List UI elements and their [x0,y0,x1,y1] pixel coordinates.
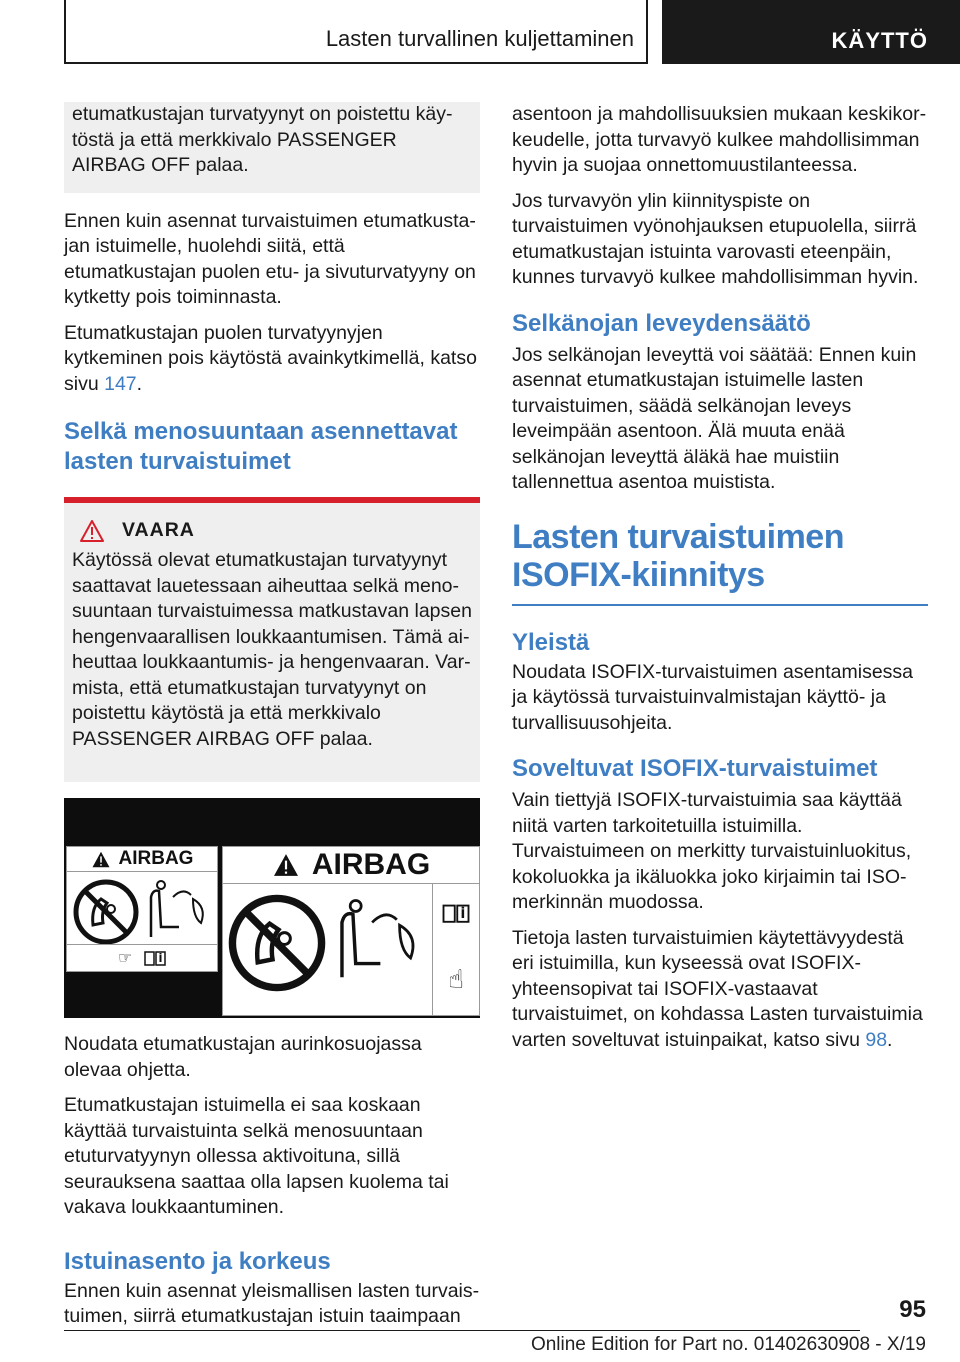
small-label-header [67,847,217,872]
section-heading: Selkä menosuuntaan asennettavat lasten turvaistuimet [64,418,458,475]
no-rear-facing-seat-icon [225,891,329,995]
warning-triangle-icon [272,853,300,877]
left-column [64,102,480,1340]
small-label-text: AIRBAG [118,848,194,869]
continued-note-box [64,102,480,193]
right-column [512,102,928,1063]
manual-book-icon [144,950,166,966]
large-label-header [223,847,479,884]
warning-box [64,497,480,782]
warning-triangle-icon [91,851,111,868]
large-airbag-label [222,846,480,1016]
warning-triangle-icon [80,520,104,542]
pointing-hand-icon: ☞ [117,950,133,967]
paragraph: asentoon ja mahdollisuuksien mukaan keskikorkeudelle, jotta turvavyö kulkee mahdollisimman hyvin ja suojaa onnettomuustilanteessa. [512,103,927,176]
small-airbag-label [66,846,218,972]
paragraph-with-link: Tietoja lasten turvaistuimien käytettävyydestä eri istuimilla, kun kyseessä ovat ISOFIX-yhteensopivat tai ISOFIX-vastaavat turvaistuimet, on kohdassa Lasten turvaistuimia varten soveltuvat istuinpaikat, katso sivu 98. [512,926,923,1051]
page-link-98[interactable]: 98 [865,1028,888,1051]
section-title: Lasten turvallinen kuljettaminen [325,26,634,51]
paragraph: Etumatkustajan istuimella ei saa koskaan käyttää turvaistuinta selkä menosuuntaan etuturvatyynyn ollessa aktivoituna, sillä seurauksena saattaa olla lapsen kuolema tai vakava loukkaantuminen. [64,1094,449,1218]
warning-header [72,519,472,542]
paragraph: Jos turvavyön ylin kiinnityspiste on turvaistuimen vyönohjauksen etupuolella, siirrä etumatkustajan istuinta varovasti eteenpäin, kunnes turvavyö kulkee mahdollisimman hyvin. [512,189,919,288]
paragraph: Ennen kuin asennat turvaistuimen etumatkustajan istuimelle, huolehdi siitä, että etumatkustajan puolen etu- ja sivuturvatyyny on kytketty pois toiminnasta. [64,209,476,308]
paragraph: Vain tiettyjä ISOFIX-turvaistuimia saa käyttää niitä varten tarkoitetuilla istuimilla. Turvaistuimeen on merkitty turvaistuinluokitus, kokoluokka ja ikäluokka joko kirjaimin tai ISO-merkinnän muodossa. [512,789,912,913]
warning-text: Käytössä olevat etumatkustajan turvatyynyt saattavat lauetessaan aiheuttaa selkä menosuuntaan turvaistuimessa matkustavan lapsen hengenvaarallisen loukkaantumisen. Tämä aiheuttaa loukkaantumis- ja hengenvaaran. Varmista, että etumatkustajan turvatyynyt on poistettu käytöstä ja että merkkivalo PASSENGER AIRBAG OFF palaa. [72,549,472,750]
airbag-seat-icon [143,877,213,947]
warning-title: VAARA [122,519,195,541]
footer-divider [64,1330,860,1331]
airbag-warning-label-figure [64,798,480,1018]
section-heading: Yleistä [512,628,590,656]
no-rear-facing-seat-icon [71,877,141,947]
note-text: etumatkustajan turvatyynyt on poistettu käytöstä ja että merkkivalo PASSENGER AIRBAG OFF palaa. [72,103,453,176]
chapter-heading: Lasten turvaistuimen ISOFIX-kiinnitys [512,518,928,606]
paragraph: Ennen kuin asennat yleismallisen lasten turvaistuimen, siirrä etumatkustajan istuin taaimpaan [64,1279,480,1327]
section-heading: Soveltuvat ISOFIX-turvaistuimet [512,755,878,782]
running-header [64,0,648,64]
chapter-tab-label: KÄYTTÖ [831,28,928,53]
airbag-seat-icon [331,891,427,995]
manual-book-icon [442,903,470,923]
paragraph: Noudata ISOFIX-turvaistuimen asentamisessa ja käytössä turvaistuinvalmistajan käyttö- ja turvallisuusohjeita. [512,660,914,734]
section-heading: Istuinasento ja korkeus [64,1247,331,1275]
paragraph: Noudata etumatkustajan aurinkosuojassa olevaa ohjetta. [64,1033,422,1081]
page-number: 95 [899,1296,926,1323]
pointing-hand-icon: ☝ [448,963,464,994]
paragraph: Jos selkänojan leveyttä voi säätää: Ennen kuin asennat etumatkustajan istuimelle lasten turvaistuimen, säädä selkänojan leveys leveimpään asentoon. Älä muuta enää selkänojan leveyttä äläkä hae muistiin tallennettua asentoa muistista. [512,343,917,493]
paragraph-with-link: Etumatkustajan puolen turvatyynyjen kytkeminen pois käytöstä avainkytkimellä, katso sivu 147. [64,321,477,395]
edition-footer: Online Edition for Part no. 01402630908 - X/19 [530,1334,926,1355]
chapter-tab [662,0,960,64]
large-label-text: AIRBAG [311,848,431,881]
section-heading: Selkänojan leveydensäätö [512,309,811,337]
page-link-147[interactable]: 147 [104,372,137,395]
